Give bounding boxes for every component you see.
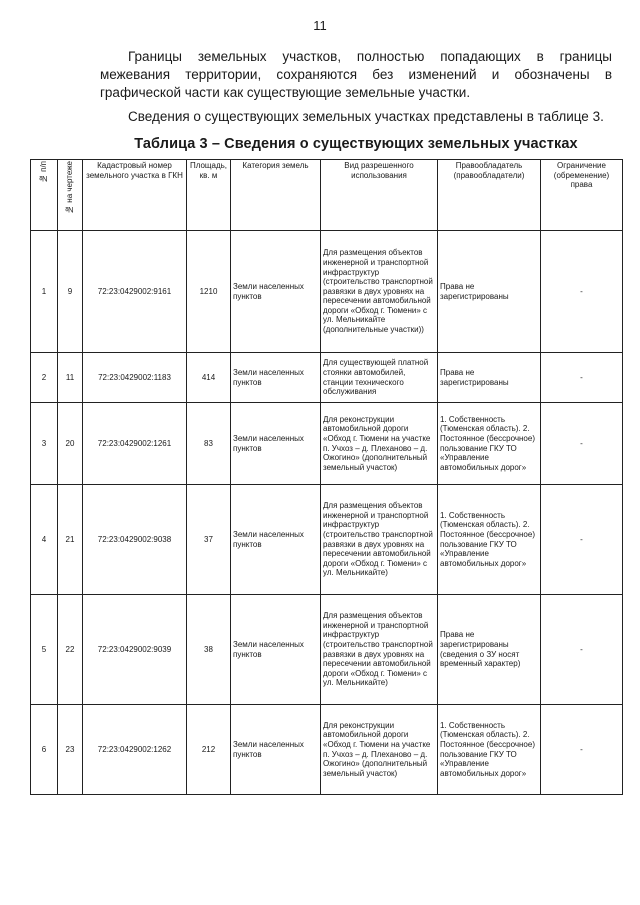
cell-owner: 1. Собственность (Тюменская область). 2. Постоянное (бессрочное) пользование ГКУ ТО «Управление автомобильных дорог» (438, 705, 541, 795)
intro-text (100, 48, 612, 126)
cell-owner: Права не зарегистрированы (438, 353, 541, 403)
cell-cadastral-number: 72:23:0429002:9038 (83, 485, 187, 595)
cell-cadastral-number: 72:23:0429002:9161 (83, 231, 187, 353)
page-number: 11 (313, 18, 327, 33)
land-plots-table (30, 159, 623, 795)
cell-land-category: Земли населенных пунктов (231, 595, 321, 705)
cell-owner: Права не зарегистрированы (сведения о ЗУ носят временный характер) (438, 595, 541, 705)
cell-cadastral-number: 72:23:0429002:1183 (83, 353, 187, 403)
cell-row-number: 3 (31, 403, 58, 485)
cell-restriction: - (541, 485, 623, 595)
cell-area: 38 (187, 595, 231, 705)
cell-drawing-number: 20 (58, 403, 83, 485)
cell-owner: 1. Собственность (Тюменская область). 2. Постоянное (бессрочное) пользование ГКУ ТО «Управление автомобильных дорог» (438, 485, 541, 595)
cell-cadastral-number: 72:23:0429002:1261 (83, 403, 187, 485)
header-permitted-use: Вид разрешенного использования (321, 160, 438, 231)
table-title: Таблица 3 – Сведения о существующих земельных участках (134, 136, 578, 152)
cell-area: 37 (187, 485, 231, 595)
cell-drawing-number: 23 (58, 705, 83, 795)
cell-restriction: - (541, 595, 623, 705)
cell-restriction: - (541, 231, 623, 353)
header-owner: Правообладатель (правообладатели) (438, 160, 541, 231)
cell-permitted-use: Для размещения объектов инженерной и транспортной инфраструктур (строительство транспортной развязки в двух уровнях на пересечении автомобильной дороги «Обход г. Тюмени» с ул. Мельникайте) (321, 485, 438, 595)
cell-owner: Права не зарегистрированы (438, 231, 541, 353)
intro-paragraph-2: Сведения о существующих земельных участках представлены в таблице 3. (128, 109, 604, 124)
cell-cadastral-number: 72:23:0429002:1262 (83, 705, 187, 795)
table-header-row (31, 160, 623, 231)
cell-row-number: 1 (31, 231, 58, 353)
cell-permitted-use: Для существующей платной стоянки автомобилей, станции технического обслуживания (321, 353, 438, 403)
cell-area: 1210 (187, 231, 231, 353)
cell-owner: 1. Собственность (Тюменская область). 2. Постоянное (бессрочное) пользование ГКУ ТО «Управление автомобильных дорог» (438, 403, 541, 485)
cell-row-number: 6 (31, 705, 58, 795)
table-row (31, 403, 623, 485)
cell-row-number: 5 (31, 595, 58, 705)
table-row (31, 353, 623, 403)
header-cadastral-number: Кадастровый номер земельного участка в ГКН (83, 160, 187, 231)
cell-land-category: Земли населенных пунктов (231, 705, 321, 795)
header-row-number: № п/п (31, 160, 58, 231)
cell-land-category: Земли населенных пунктов (231, 231, 321, 353)
cell-drawing-number: 11 (58, 353, 83, 403)
cell-permitted-use: Для размещения объектов инженерной и транспортной инфраструктур (строительство транспортной развязки в двух уровнях на пересечении автомобильной дороги «Обход г. Тюмени» с ул. Мельникайте) (321, 595, 438, 705)
header-restriction: Ограничение (обременение) права (541, 160, 623, 231)
table-row (31, 485, 623, 595)
cell-permitted-use: Для реконструкции автомобильной дороги «Обход г. Тюмени на участке п. Учхоз – д. Плеханово – д. Ожогино» (дополнительный земельный участок) (321, 403, 438, 485)
cell-drawing-number: 22 (58, 595, 83, 705)
header-drawing-number: № на чертеже (58, 160, 83, 231)
cell-permitted-use: Для размещения объектов инженерной и транспортной инфраструктур (строительство транспортной развязки в двух уровнях на пересечении автомобильной дороги «Обход г. Тюмени» с ул. Мельникайте (дополнительные участки)) (321, 231, 438, 353)
cell-land-category: Земли населенных пунктов (231, 353, 321, 403)
header-land-category: Категория земель (231, 160, 321, 231)
cell-land-category: Земли населенных пунктов (231, 485, 321, 595)
cell-restriction: - (541, 403, 623, 485)
cell-permitted-use: Для реконструкции автомобильной дороги «Обход г. Тюмени на участке п. Учхоз – д. Плеханово – д. Ожогино» (дополнительный земельный участок) (321, 705, 438, 795)
table-row (31, 705, 623, 795)
cell-area: 212 (187, 705, 231, 795)
cell-row-number: 4 (31, 485, 58, 595)
cell-restriction: - (541, 705, 623, 795)
cell-land-category: Земли населенных пунктов (231, 403, 321, 485)
cell-cadastral-number: 72:23:0429002:9039 (83, 595, 187, 705)
table-row (31, 595, 623, 705)
cell-restriction: - (541, 353, 623, 403)
table-row (31, 231, 623, 353)
cell-drawing-number: 21 (58, 485, 83, 595)
header-area: Площадь, кв. м (187, 160, 231, 231)
cell-area: 414 (187, 353, 231, 403)
cell-drawing-number: 9 (58, 231, 83, 353)
intro-paragraph-1: Границы земельных участков, полностью попадающих в границы межевания территории, сохраняются без изменений и обозначены в графической части как существующие земельные участки. (100, 49, 612, 100)
cell-area: 83 (187, 403, 231, 485)
cell-row-number: 2 (31, 353, 58, 403)
